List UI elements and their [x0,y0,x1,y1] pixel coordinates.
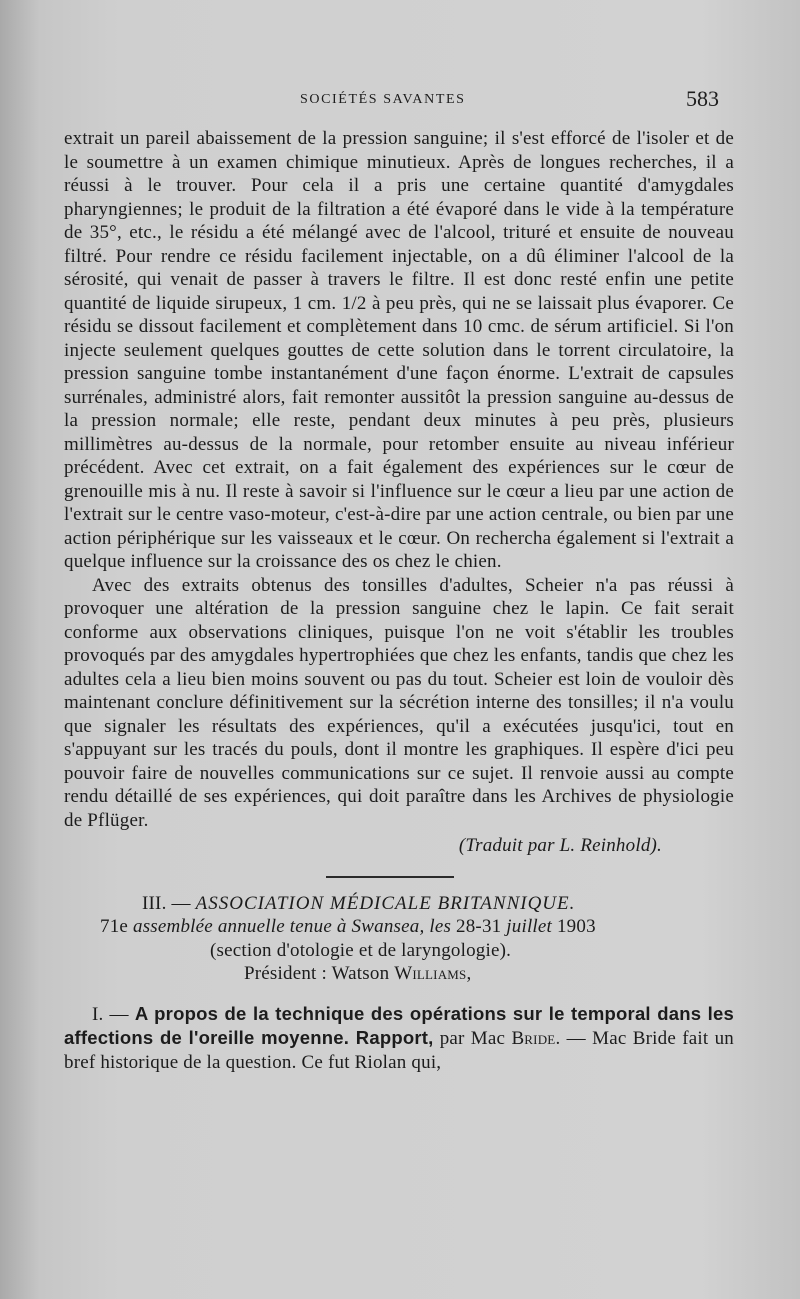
page-number: 583 [686,86,719,111]
section-divider [326,876,454,878]
meeting-year: 1903 [556,916,596,937]
paragraph-1: extrait un pareil abaissement de la pression sanguine; il s'est efforcé de l'isoler et de le soumettre à un examen chimique minutieux. Après de longues recherches, il a réussi à le trouver. Pour cela il a pris une certaine quantité d'amygdales pharyngiennes; le produit de la filtration a été évaporé dans le vide à la température de 35°, etc., le résidu a été mélangé avec de l'alcool, trituré et ensuite de nouveau filtré. Pour rendre ce résidu facilement injectable, on a dû éliminer l'alcool de la sérosité, qui venait de passer à travers le filtre. Il est donc resté enfin une petite quantité de liquide sirupeux, 1 cm. 1/2 à peu près, qui ne se laissait plus évaporer. Ce résidu se dissout facilement et complètement dans 10 cmc. de sérum artificiel. Si l'on injecte seulement quelques gouttes de cette solution dans le torrent circulatoire, la pression sanguine tombe instantanément d'une façon énorme. L'extrait de capsules surrénales, administré alors, fait remonter aussitôt la pression sanguine au-dessus de la pression normale; elle reste, pendant deux minutes à peu près, plusieurs millimètres au-dessus de la normale, pour retomber ensuite au niveau inférieur précédent. Avec cet extrait, on a fait également des expériences sur le cœur de grenouille mis à nu. Il reste à savoir si l'influence sur le cœur a lieu par une action de l'extrait sur le centre vaso-moteur, c'est-à-dire par une action centrale, ou bien par une action périphérique sur les vaisseaux et le cœur. On rechercha également si l'extrait a quelque influence sur la croissance des os chez le chien. [64,128,734,572]
article-numeral: I. — [92,1003,129,1025]
article-paragraph [64,1002,734,1075]
section-heading [142,892,734,916]
meeting-month: juillet [506,916,553,937]
body-text [64,127,734,1074]
paragraph-2: Avec des extraits obtenus des tonsilles d'adultes, Scheier n'a pas réussi à provoquer une altération de la pression sanguine chez le lapin. Ce fait serait conforme aux observations cliniques, puisque l'on ne voit s'établir les troubles provoqués par des amygdales hypertrophiées que chez les enfants, tandis que chez les adultes cela a lieu bien moins souvent ou pas du tout. Scheier est loin de vouloir dès maintenant conclure définitivement sur la sécrétion interne des tonsilles; il n'a voulu que signaler les résultats des expériences, qu'il a exécutées jusqu'ici, tout en s'appuyant sur les tracés du pouls, dont il montre les graphiques. Il espère d'ici peu pouvoir faire de nouvelles communications sur ce sujet. Il renvoie aussi au compte rendu détaillé de ses expériences, qui doit paraître dans les Archives de physiologie de Pflüger. [64,574,734,831]
section-numeral: III. — [142,892,191,914]
article-text: Mac Bride fait un bref historique de la question. Ce fut Riolan qui, [64,1028,734,1073]
running-title: SOCIÉTÉS SAVANTES [300,92,466,107]
president-last: Williams, [394,963,472,984]
president-line [244,962,734,986]
president-first: Watson [331,963,390,984]
section-info: (section d'otologie et de laryngologie). [210,939,512,961]
meeting-text: assemblée annuelle tenue à Swansea, les [133,916,452,937]
article-dash: — [566,1028,586,1049]
meeting-ordinal: 71e [100,916,129,937]
president-label: Président : [244,963,327,984]
translation-credit: (Traduit par L. Reinhold). [458,835,662,856]
article-by: par Mac [439,1028,506,1049]
meeting-line [100,915,734,939]
section-title: ASSOCIATION MÉDICALE BRITANNIQUE. [195,892,576,914]
page-header [0,86,800,116]
article-author: Bride. [511,1028,561,1049]
meeting-dates: 28-31 [456,916,502,937]
article-title: A propos de la technique des opérations sur le temporal dans les affections de l'oreille moyenne. Rapport, [64,1002,734,1048]
